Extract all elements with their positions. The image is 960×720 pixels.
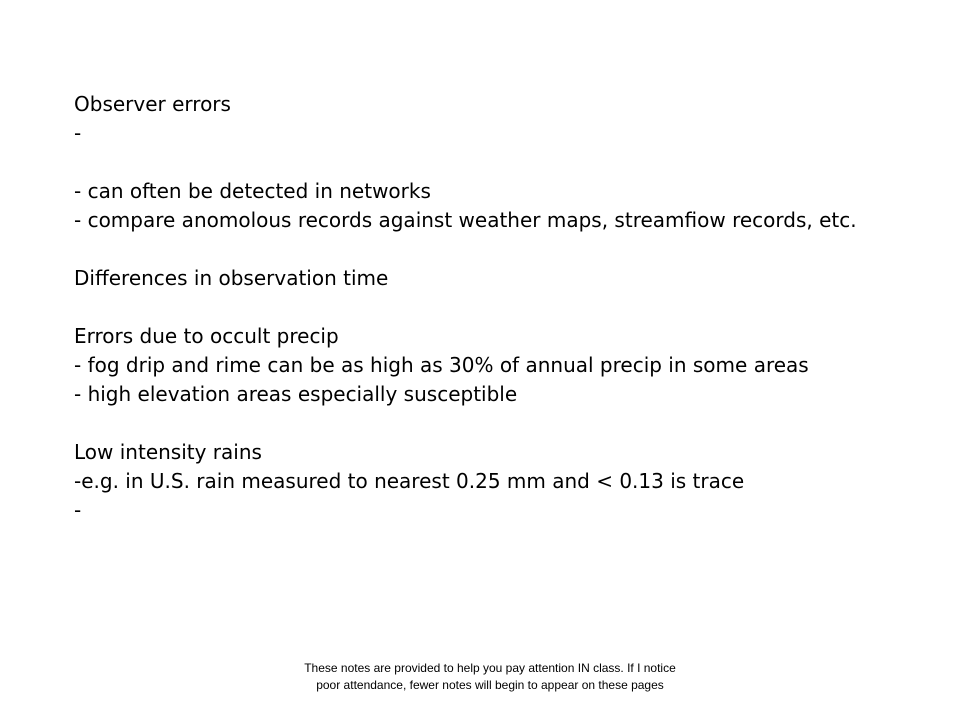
blank-line <box>74 409 894 438</box>
bullet-line: -e.g. in U.S. rain measured to nearest 0.25 mm and < 0.13 is trace <box>74 469 745 493</box>
heading-occult-precip: Errors due to occult precip <box>74 324 339 348</box>
slide-body <box>74 90 894 525</box>
heading-observer-errors: Observer errors <box>74 92 231 116</box>
blank-line <box>74 293 894 322</box>
blank-line <box>74 235 894 264</box>
blank-line <box>74 148 894 177</box>
bullet-line: - <box>74 121 82 145</box>
footer-line: These notes are provided to help you pay attention IN class. If I notice <box>304 661 676 675</box>
footer-note <box>240 660 740 694</box>
bullet-line: - can often be detected in networks <box>74 179 431 203</box>
heading-observation-time: Differences in observation time <box>74 266 389 290</box>
bullet-line: - compare anomolous records against weather maps, streamfiow records, etc. <box>74 208 857 232</box>
footer-line: poor attendance, fewer notes will begin to appear on these pages <box>316 678 664 692</box>
bullet-line: - <box>74 498 82 522</box>
heading-low-intensity-rains: Low intensity rains <box>74 440 262 464</box>
bullet-line: - fog drip and rime can be as high as 30% of annual precip in some areas <box>74 353 809 377</box>
bullet-line: - high elevation areas especially susceptible <box>74 382 518 406</box>
